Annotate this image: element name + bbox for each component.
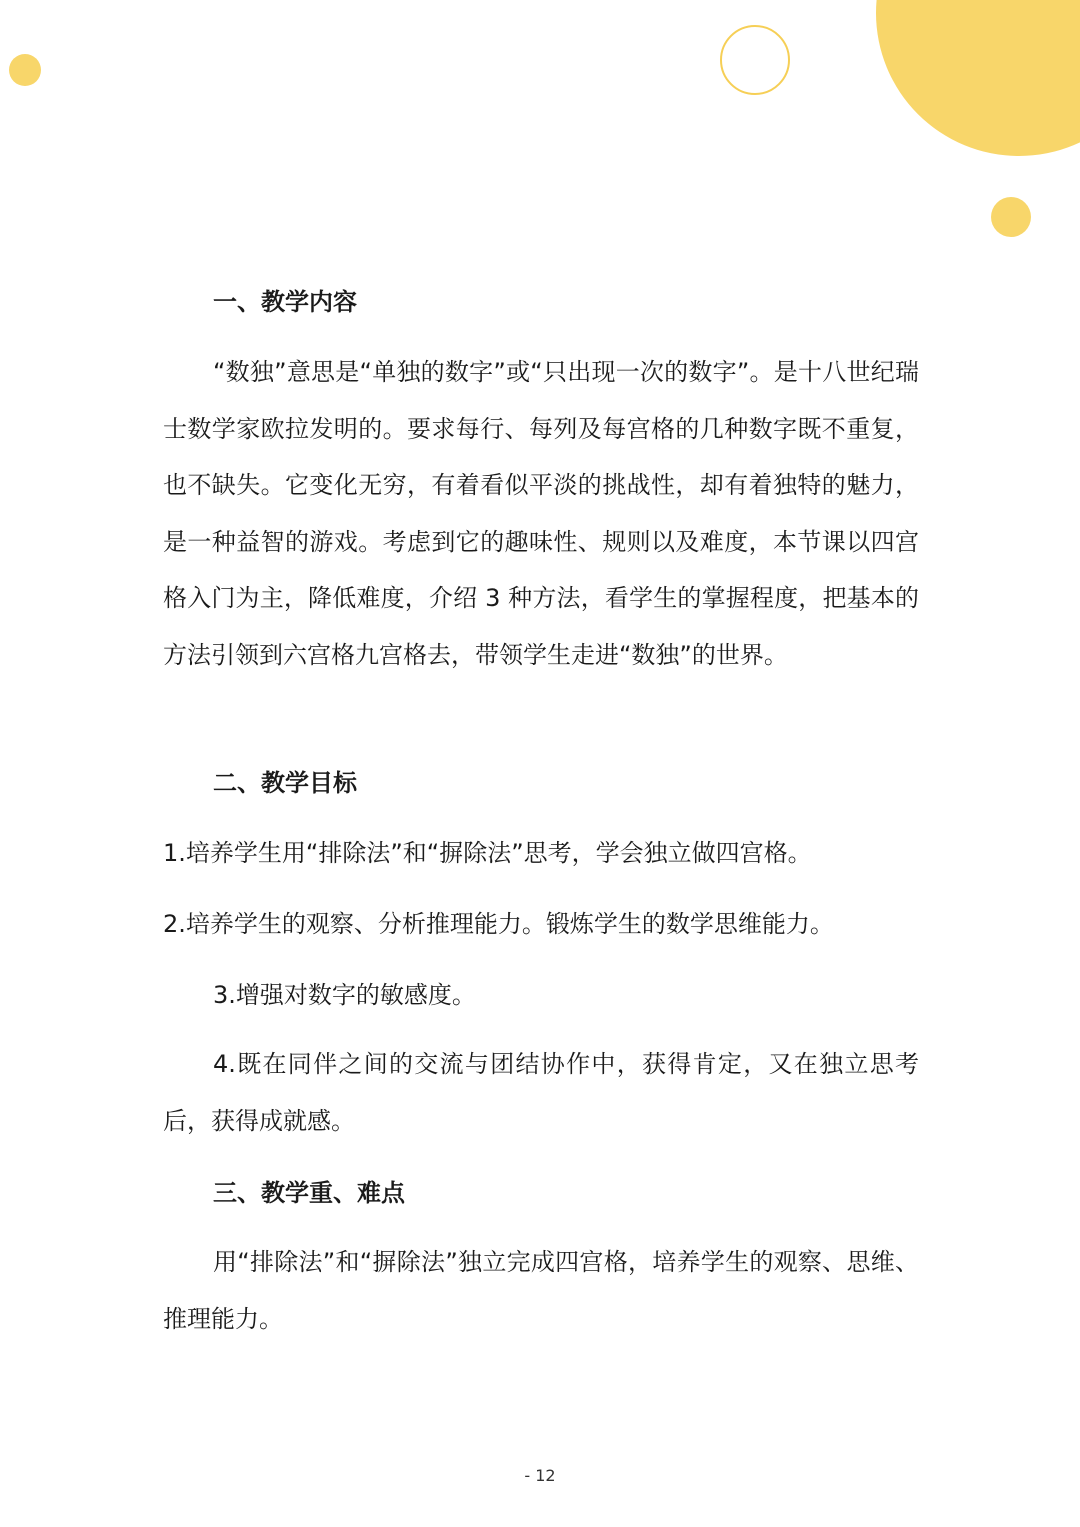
section-heading-content: 一、教学内容 — [213, 288, 357, 316]
decorative-dot-right — [991, 197, 1031, 237]
decorative-big-circle — [876, 0, 1080, 156]
page-number: - 12 — [524, 1466, 556, 1485]
decorative-dot-left — [9, 54, 41, 86]
decorative-ring — [720, 25, 790, 95]
goal-item-3: 3.增强对数字的敏感度。 — [213, 981, 476, 1009]
section-heading-goals: 二、教学目标 — [213, 769, 357, 797]
section-heading-key-points: 三、教学重、难点 — [213, 1179, 405, 1207]
section-body-content: “数独”意思是“单独的数字”或“只出现一次的数字”。是十八世纪瑞士数学家欧拉发明的。要求每行、每列及每宫格的几种数字既不重复，也不缺失。它变化无穷，有着看似平淡的挑战性，却有着独特的魅力，是一种益智的游戏。考虑到它的趣味性、规则以及难度，本节课以四宫格入门为主，降低难度，介绍 3 种方法，看学生的掌握程度，把基本的方法引领到六宫格九宫格去，带领学生走进“数独”的世界。 — [163, 358, 919, 669]
goal-item-1: 1.培养学生用“排除法”和“摒除法”思考，学会独立做四宫格。 — [163, 839, 812, 867]
goal-item-2: 2.培养学生的观察、分析推理能力。锻炼学生的数学思维能力。 — [163, 910, 834, 938]
section-body-key-points: 用“排除法”和“摒除法”独立完成四宫格，培养学生的观察、思维、推理能力。 — [163, 1248, 919, 1333]
goal-item-4: 4.既在同伴之间的交流与团结协作中，获得肯定，又在独立思考后，获得成就感。 — [163, 1050, 919, 1135]
